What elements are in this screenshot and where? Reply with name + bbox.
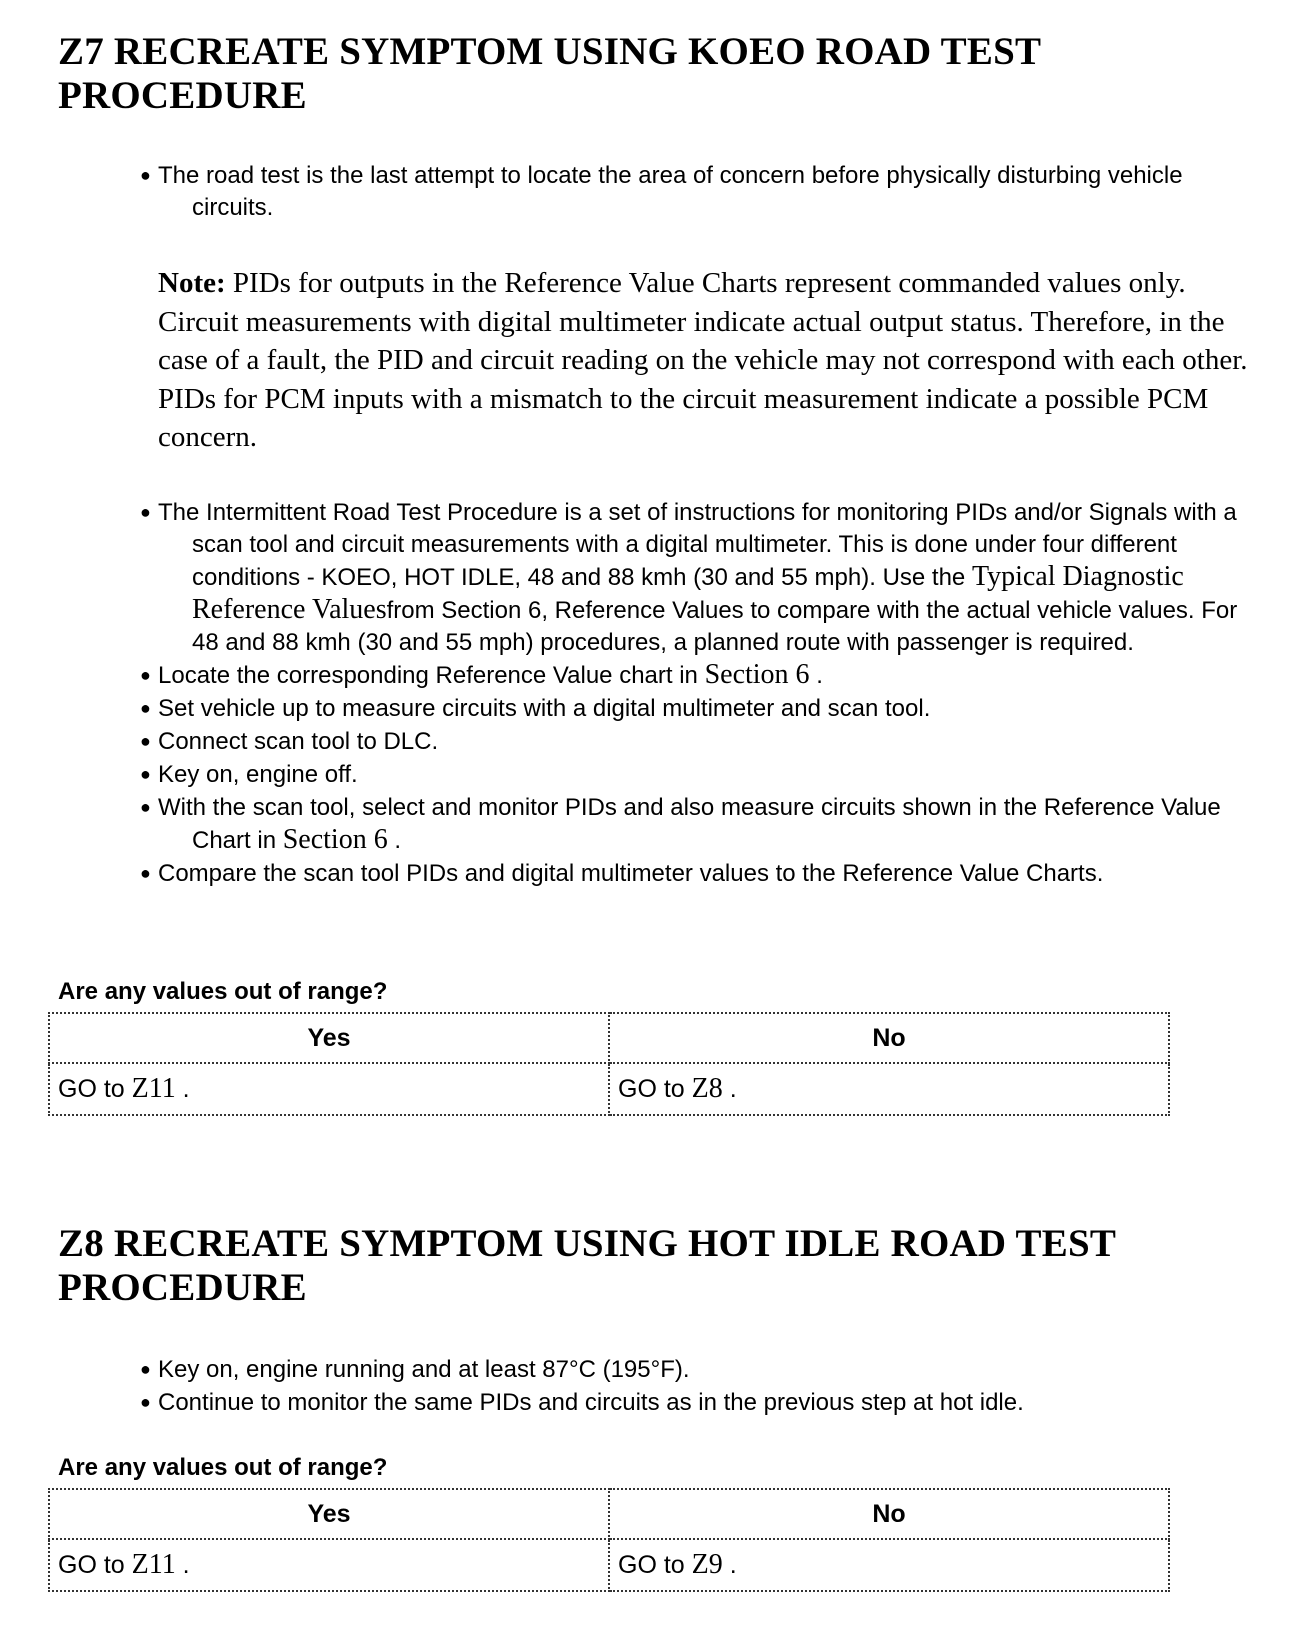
yes-header: Yes: [49, 1013, 609, 1063]
go-to-z9-link[interactable]: Z9: [691, 1549, 723, 1580]
bullet-icon: ●: [140, 731, 151, 751]
yes-cell: GO to Z11 .: [49, 1063, 609, 1115]
z7-procedure-list: [140, 496, 1265, 890]
bullet-icon: ●: [140, 863, 151, 883]
no-header: No: [609, 1013, 1169, 1063]
bullet-icon: ●: [140, 165, 151, 185]
bullet-icon: ●: [140, 502, 151, 522]
note-text: PIDs for outputs in the Reference Value Charts represent commanded values only. Circuit measurements with digital multimeter indicate actual output status. Therefore, in the case of a fault, the PID and circuit reading on the vehicle may not correspond with each other. PIDs for PCM inputs with a mismatch to the circuit measurement indicate a possible PCM concern.: [158, 267, 1248, 453]
z8-question: Are any values out of range?: [58, 1454, 388, 1481]
go-to-z11-link[interactable]: Z11: [131, 1073, 176, 1104]
list-item: ● Key on, engine running and at least 87°C (195°F).: [140, 1353, 1265, 1386]
list-item: ● Connect scan tool to DLC.: [140, 725, 1265, 758]
bullet-icon: ●: [140, 1359, 151, 1379]
list-item: ● Locate the corresponding Reference Value chart in Section 6 .: [140, 659, 823, 690]
z8-title: Z8 RECREATE SYMPTOM USING HOT IDLE ROAD TEST PROCEDURE: [58, 1222, 1116, 1309]
note-label: Note:: [158, 267, 226, 299]
section-6-link[interactable]: Section 6: [704, 659, 810, 690]
yes-cell: GO to Z11 .: [49, 1539, 609, 1591]
list-item: ● With the scan tool, select and monitor PIDs and also measure circuits shown in the Reference Value Chart in Section 6 .: [140, 791, 1265, 857]
z7-question: Are any values out of range?: [58, 978, 388, 1005]
yes-header: Yes: [49, 1489, 609, 1539]
go-to-z11-link[interactable]: Z11: [131, 1549, 176, 1580]
list-item: ● Set vehicle up to measure circuits with a digital multimeter and scan tool.: [140, 692, 1265, 725]
z7-title: Z7 RECREATE SYMPTOM USING KOEO ROAD TEST PROCEDURE: [58, 30, 1041, 117]
section-6-link[interactable]: Section 6: [282, 824, 388, 855]
no-cell: GO to Z8 .: [609, 1063, 1169, 1115]
bullet-icon: ●: [140, 665, 151, 685]
reference-values-link[interactable]: Typical Diagnostic Reference Values: [192, 561, 1184, 625]
go-to-z8-link[interactable]: Z8: [691, 1073, 723, 1104]
z7-intro-list: [140, 159, 1265, 224]
bullet-icon: ●: [140, 698, 151, 718]
z7-note: [158, 264, 1268, 457]
list-item: ● Continue to monitor the same PIDs and circuits as in the previous step at hot idle.: [140, 1386, 1265, 1419]
list-item: ● The road test is the last attempt to locate the area of concern before physically disturbing vehicle circuits.: [140, 159, 1265, 224]
bullet-icon: ●: [140, 797, 151, 817]
list-item: ● The Intermittent Road Test Procedure is a set of instructions for monitoring PIDs and/or Signals with a scan tool and circuit measurements with a digital multimeter. This is done under four different conditions - KOEO, HOT IDLE, 48 and 88 kmh (30 and 55 mph). Use the Typical Diagnostic Reference Valuesfrom Section 6, Reference Values to compare with the actual vehicle values. For 48 and 88 kmh (30 and 55 mph) procedures, a planned route with passenger is required.: [140, 496, 1265, 659]
bullet-icon: ●: [140, 764, 151, 784]
list-item: ● Key on, engine off.: [140, 758, 1265, 791]
z7-decision-table: [48, 1012, 1170, 1116]
list-item: ● Compare the scan tool PIDs and digital multimeter values to the Reference Value Charts.: [140, 857, 1265, 890]
no-cell: GO to Z9 .: [609, 1539, 1169, 1591]
bullet-icon: ●: [140, 1392, 151, 1412]
no-header: No: [609, 1489, 1169, 1539]
z8-procedure-list: [140, 1353, 1265, 1419]
z8-decision-table: [48, 1488, 1170, 1592]
